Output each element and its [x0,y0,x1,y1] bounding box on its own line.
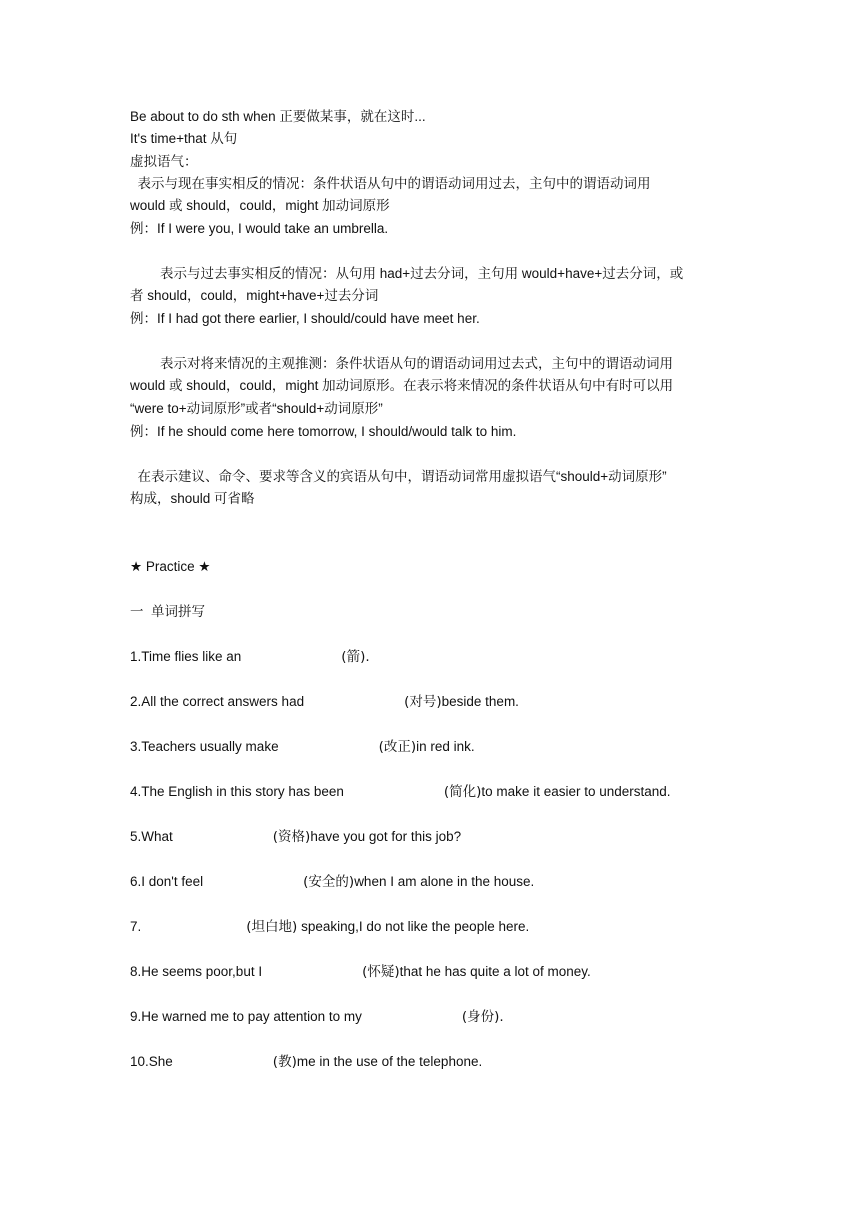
answer-blank [304,705,404,706]
answer-blank [141,930,246,931]
exercise-item-9 [130,1006,732,1028]
item-hint: (箭). [341,649,370,665]
item-text-before: 3.Teachers usually make [130,739,279,754]
exercise-item-5 [130,826,732,848]
exercise-item-3 [130,736,732,758]
be-about-line: Be about to do sth when 正要做某事，就在这时... [130,109,426,124]
answer-blank [203,885,303,886]
item-text-after: in red ink. [416,739,475,754]
suggest-rule-line1: 在表示建议、命令、要求等含义的宾语从句中，谓语动词常用虚拟语气“should+动词原形” [130,469,667,484]
item-text-after: speaking,I do not like the people here. [297,919,530,934]
its-time-line: It's time+that 从句 [130,131,238,146]
future-rule-line2: would 或 should，could，might 加动词原形。在表示将来情况的条件状语从句中有时可以用 [130,378,674,393]
exercise-item-1 [130,646,732,668]
item-hint: (对号) [404,694,442,710]
exercise-item-6 [130,871,732,893]
item-text-before: 6.I don't feel [130,874,204,889]
item-text-before: 5.What [130,829,173,844]
past-rule-line2: 者 should，could，might+have+过去分词 [130,288,379,303]
practice-title: ★ Practice ★ [130,559,211,574]
item-text-after: to make it easier to understand. [481,784,671,799]
item-hint: (资格) [272,829,311,845]
item-text-before: 8.He seems poor,but I [130,964,263,979]
item-text-after: me in the use of the telephone. [296,1054,483,1069]
item-text-after: have you got for this job? [310,829,462,844]
future-example: 例：If he should come here tomorrow, I should/would talk to him. [130,424,517,439]
future-rule-line1: 表示对将来情况的主观推测：条件状语从句的谓语动词用过去式，主句中的谓语动词用 [130,356,674,371]
answer-blank [344,795,444,796]
item-text-before: 10.She [130,1054,173,1069]
item-text-after: that he has quite a lot of money. [399,964,591,979]
item-text-before: 4.The English in this story has been [130,784,344,799]
section-heading: 一 单词拼写 [130,604,206,619]
item-text-after: beside them. [441,694,519,709]
past-example: 例：If I had got there earlier, I should/could have meet her. [130,311,480,326]
answer-blank [279,750,379,751]
exercise-item-2 [130,691,732,713]
answer-blank [173,840,273,841]
exercise-item-8 [130,961,732,983]
item-text-before: 9.He warned me to pay attention to my [130,1009,362,1024]
present-rule-line1: 表示与现在事实相反的情况：条件状语从句中的谓语动词用过去，主句中的谓语动词用 [130,176,651,191]
future-rule-line3: “were to+动词原形”或者“should+动词原形” [130,401,383,416]
answer-blank [241,660,341,661]
present-example: 例：If I were you, I would take an umbrella. [130,221,389,236]
item-hint: (简化) [443,784,482,800]
present-rule-line2: would 或 should，could，might 加动词原形 [130,198,390,213]
item-hint: (怀疑) [362,964,400,980]
exercise-item-4 [130,781,732,803]
item-text-before: 7. [130,919,142,934]
exercise-item-7 [130,916,732,938]
item-hint: (身份). [461,1009,504,1025]
exercise-item-10 [130,1051,732,1073]
suggest-rule-line2: 构成，should 可省略 [130,491,255,506]
item-hint: (教) [272,1054,297,1070]
item-text-before: 1.Time flies like an [130,649,242,664]
answer-blank [362,1020,462,1021]
item-text-after: when I am alone in the house. [354,874,535,889]
past-rule-line1: 表示与过去事实相反的情况：从句用 had+过去分词，主句用 would+have+过去分词，或 [130,266,684,281]
answer-blank [262,975,362,976]
item-text-before: 2.All the correct answers had [130,694,305,709]
item-hint: (坦白地) [246,919,298,935]
item-hint: (改正) [378,739,417,755]
answer-blank [173,1065,273,1066]
item-hint: (安全的) [303,874,355,890]
subjunctive-heading: 虚拟语气： [130,154,198,169]
